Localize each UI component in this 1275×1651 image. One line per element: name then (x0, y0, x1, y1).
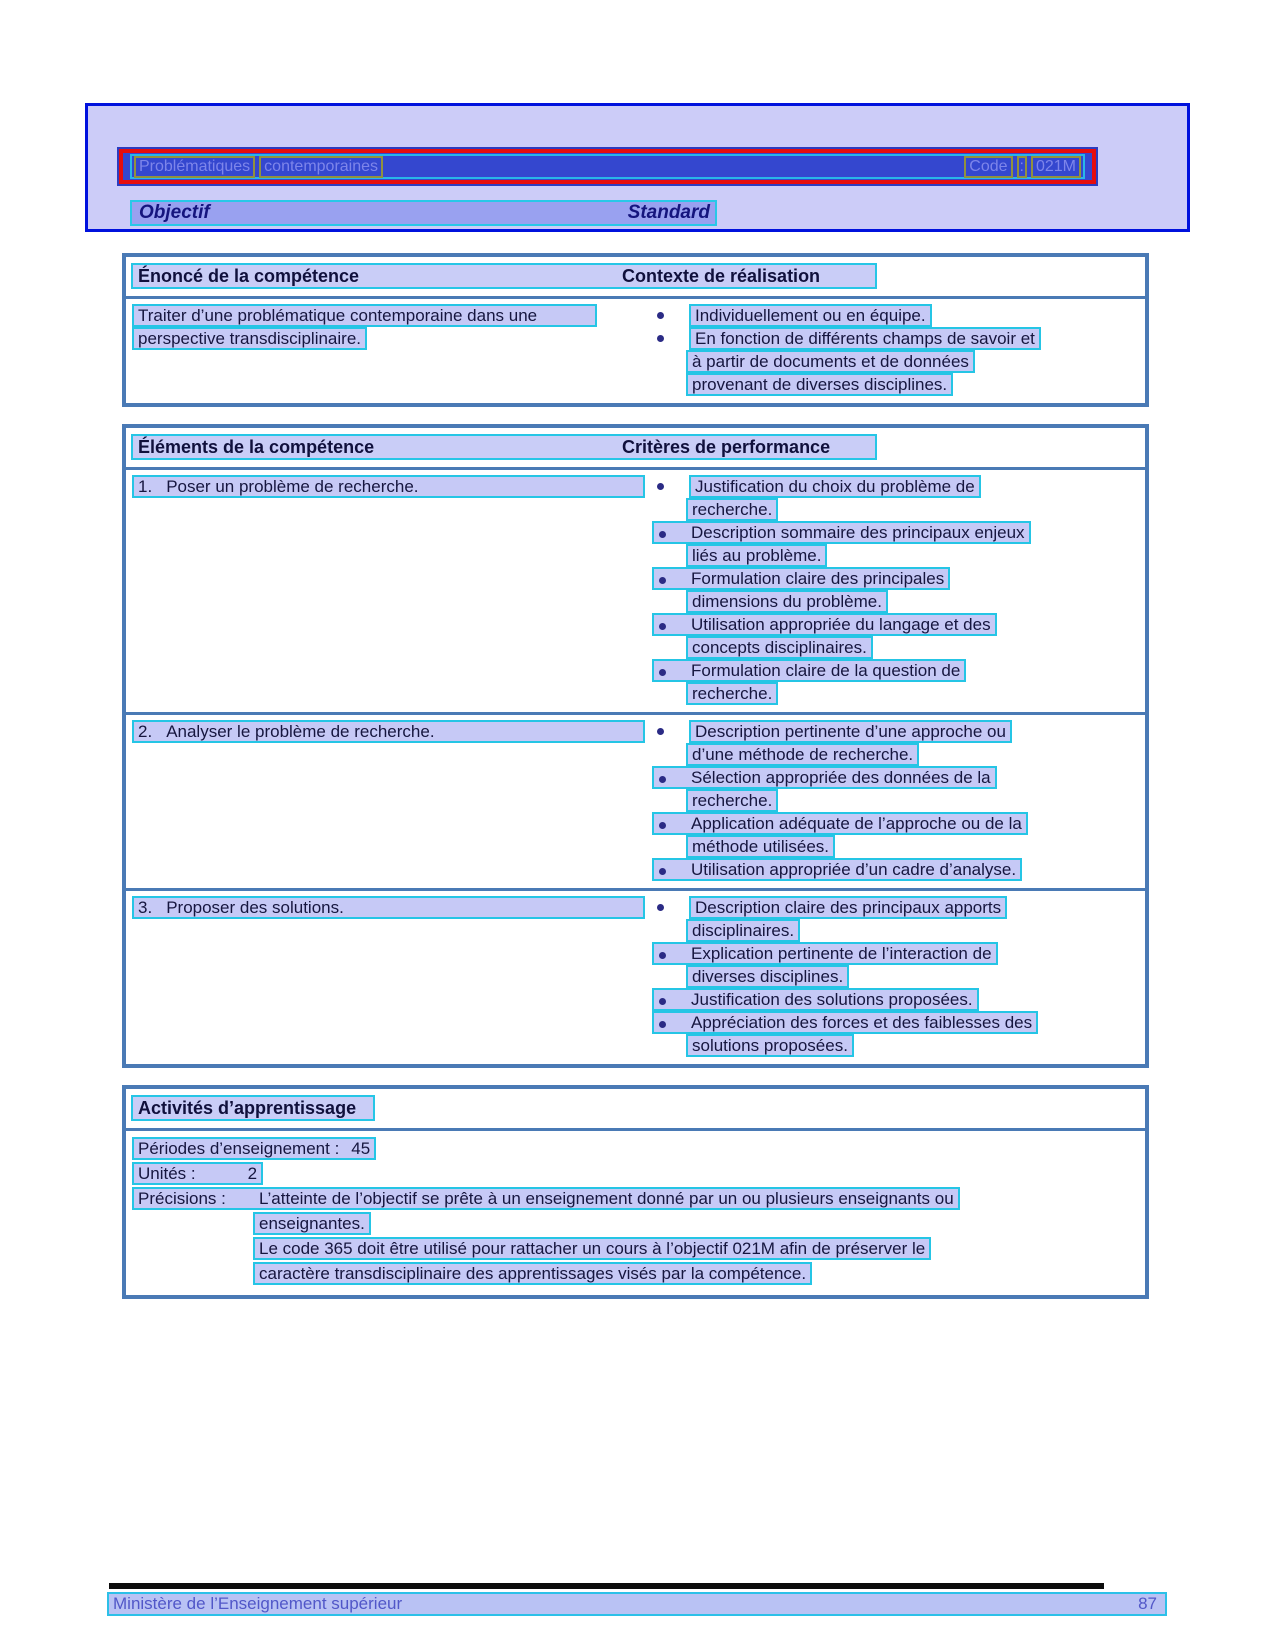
precisions-continuation (253, 1262, 1145, 1285)
bullet-item (650, 720, 1143, 743)
bullet-text: Description sommaire des principaux enjeux (691, 523, 1025, 542)
bullet-text: méthode utilisées. (686, 835, 835, 858)
footer-divider (109, 1583, 1104, 1589)
bullet-item (650, 327, 1143, 350)
code-colon: : (1017, 156, 1027, 178)
bullet-icon (659, 1021, 666, 1028)
document-body (122, 253, 1149, 1316)
activities-body (126, 1131, 1145, 1295)
statement-cell (126, 304, 650, 396)
precisions-continuation (253, 1237, 1145, 1260)
table-row (126, 888, 1145, 1064)
title-line-box (130, 154, 1085, 179)
bullet-continuation (686, 789, 1143, 812)
course-code (964, 156, 1081, 178)
periods-value: 45 (351, 1139, 371, 1158)
bullet-icon (659, 998, 666, 1005)
table-row (126, 299, 1145, 403)
column-header-enonce: Énoncé de la compétence (138, 266, 360, 286)
code-value: 021M (1031, 156, 1081, 178)
statement-line: Traiter d’une problématique contemporaine dans une (132, 304, 597, 327)
bullet-text: Description pertinente d’une approche ou (689, 720, 1012, 743)
bullet-icon (659, 776, 666, 783)
title-word: contemporaines (259, 156, 383, 178)
bullet-item (652, 858, 1022, 881)
column-header-elements: Éléments de la compétence (138, 437, 375, 457)
bullet-item (652, 659, 966, 682)
element-cell (126, 475, 650, 705)
bullet-text: Formulation claire de la question de (691, 661, 961, 680)
bullet-text: recherche. (686, 789, 778, 812)
bullet-icon (657, 335, 664, 342)
bullet-icon (657, 312, 664, 319)
bullet-continuation (686, 350, 1143, 373)
bullet-icon (657, 728, 664, 735)
bullet-continuation (686, 1034, 1143, 1057)
bullet-text: Application adéquate de l’approche ou de la (691, 814, 1022, 833)
criteria-cell (650, 896, 1145, 1057)
table-row (126, 712, 1145, 888)
bullet-item (652, 812, 1028, 835)
footer-ministry: Ministère de l’Enseignement supérieur (113, 1594, 403, 1613)
table-row (126, 470, 1145, 712)
bullet-continuation (686, 835, 1143, 858)
bullet-text: diverses disciplines. (686, 965, 849, 988)
bullet-continuation (686, 919, 1143, 942)
bullet-text: d’une méthode de recherche. (686, 743, 919, 766)
bullet-text: Justification des solutions proposées. (691, 990, 973, 1009)
bullet-item (652, 988, 979, 1011)
bullet-text: Justification du choix du problème de (689, 475, 981, 498)
bullet-icon (657, 904, 664, 911)
header-highlight-band (131, 1095, 375, 1121)
bullet-text: Description claire des principaux apports (689, 896, 1007, 919)
standard-label: Standard (627, 202, 710, 223)
bullet-continuation (686, 498, 1143, 521)
bullet-text: Appréciation des forces et des faiblesses des (691, 1013, 1033, 1032)
context-cell (650, 304, 1145, 396)
periods-row (132, 1137, 1145, 1160)
precisions-continuation (253, 1212, 1145, 1235)
precisions-line (132, 1187, 960, 1210)
element-label: 1. Poser un problème de recherche. (132, 475, 645, 498)
bullet-continuation (686, 743, 1143, 766)
bullet-icon (659, 868, 666, 875)
bullet-icon (657, 483, 664, 490)
bullet-item (650, 896, 1143, 919)
course-title-bar (119, 149, 1096, 184)
statement-line: perspective transdisciplinaire. (132, 327, 367, 350)
bullet-continuation (686, 682, 1143, 705)
criteria-cell (650, 475, 1145, 705)
bullet-icon (659, 623, 666, 630)
bullet-text: Utilisation appropriée du langage et des (691, 615, 991, 634)
criteria-cell (650, 720, 1145, 881)
bullet-text: dimensions du problème. (686, 590, 888, 613)
bullet-item (652, 766, 997, 789)
bullet-text: recherche. (686, 682, 778, 705)
element-cell (126, 896, 650, 1057)
competence-table (122, 253, 1149, 407)
competence-table-header (126, 257, 1145, 299)
element-label: 2. Analyser le problème de recherche. (132, 720, 645, 743)
bullet-continuation (686, 636, 1143, 659)
bullet-item (652, 1011, 1038, 1034)
bullet-text: concepts disciplinaires. (686, 636, 873, 659)
bullet-continuation (686, 373, 1143, 396)
bullet-text: Utilisation appropriée d’un cadre d’analyse. (691, 860, 1017, 879)
bullet-icon (659, 822, 666, 829)
bullet-item (650, 304, 1143, 327)
title-word: Problématiques (134, 156, 255, 178)
precisions-label: Précisions : (138, 1189, 226, 1208)
periods-label: Périodes d’enseignement : (138, 1139, 340, 1158)
activities-header-label: Activités d’apprentissage (138, 1098, 357, 1118)
precisions-row (132, 1187, 1145, 1210)
element-cell (126, 720, 650, 881)
units-line (132, 1162, 263, 1185)
activities-table (122, 1085, 1149, 1299)
bullet-text: liés au problème. (686, 544, 827, 567)
precisions-text: Le code 365 doit être utilisé pour rattacher un cours à l’objectif 021M afin de préserver le (253, 1237, 931, 1260)
column-header-contexte: Contexte de réalisation (622, 266, 821, 286)
bullet-icon (659, 669, 666, 676)
bullet-text: En fonction de différents champs de savoir et (689, 327, 1041, 350)
bullet-item (650, 475, 1143, 498)
precisions-text: L’atteinte de l’objectif se prête à un enseignement donné par un ou plusieurs enseignants ou (259, 1189, 954, 1208)
bullet-item (652, 521, 1031, 544)
activities-table-header (126, 1089, 1145, 1131)
bullet-text: à partir de documents et de données (686, 350, 975, 373)
column-header-criteres: Critères de performance (622, 437, 831, 457)
objectif-label: Objectif (139, 202, 210, 223)
footer (107, 1592, 1167, 1616)
bullet-icon (659, 577, 666, 584)
bullet-text: Formulation claire des principales (691, 569, 945, 588)
bullet-text: disciplinaires. (686, 919, 800, 942)
footer-page-number: 87 (1138, 1594, 1157, 1613)
course-title (134, 156, 383, 178)
bullet-continuation (686, 965, 1143, 988)
header-highlight-band (131, 263, 877, 289)
units-label: Unités : (138, 1164, 196, 1183)
bullet-item (652, 567, 950, 590)
bullet-continuation (686, 590, 1143, 613)
precisions-text: enseignantes. (253, 1212, 371, 1235)
bullet-item (652, 942, 998, 965)
objectif-standard-heading (130, 200, 717, 226)
elements-table (122, 424, 1149, 1068)
header-highlight-band (131, 434, 877, 460)
bullet-text: solutions proposées. (686, 1034, 854, 1057)
bullet-item (652, 613, 997, 636)
precisions-text: caractère transdisciplinaire des apprentissages visés par la compétence. (253, 1262, 812, 1285)
bullet-continuation (686, 544, 1143, 567)
units-value: 2 (247, 1164, 258, 1183)
elements-table-header (126, 428, 1145, 470)
bullet-text: recherche. (686, 498, 778, 521)
element-label: 3. Proposer des solutions. (132, 896, 645, 919)
header-panel (85, 103, 1190, 232)
bullet-text: Individuellement ou en équipe. (689, 304, 932, 327)
bullet-icon (659, 952, 666, 959)
code-label: Code (964, 156, 1012, 178)
periods-line (132, 1137, 376, 1160)
units-row (132, 1162, 1145, 1185)
bullet-text: Sélection appropriée des données de la (691, 768, 991, 787)
bullet-text: provenant de diverses disciplines. (686, 373, 953, 396)
bullet-text: Explication pertinente de l’interaction de (691, 944, 992, 963)
bullet-icon (659, 531, 666, 538)
